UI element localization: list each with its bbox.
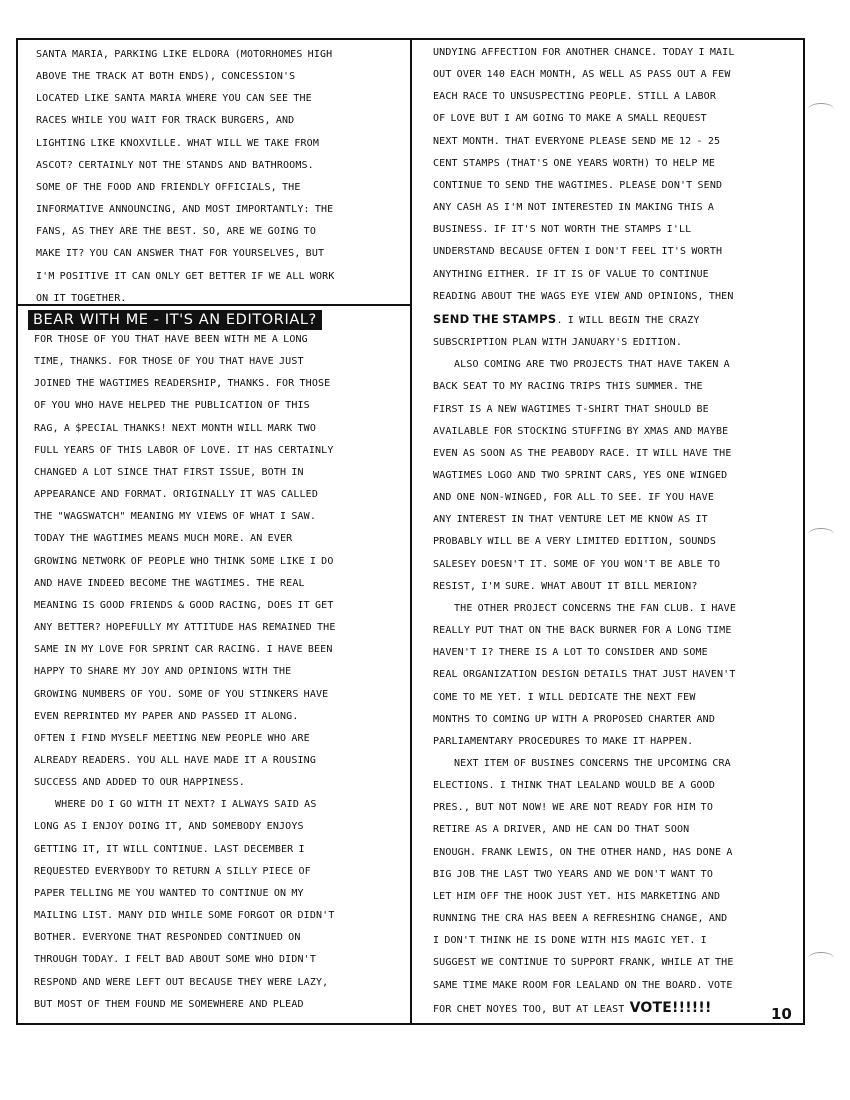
text-line xyxy=(433,308,736,332)
text-line: BACK SEAT TO MY RACING TRIPS THIS SUMMER. THE xyxy=(433,381,703,393)
text-line: ON IT TOGETHER. xyxy=(36,292,127,304)
text-line: CONTINUE TO SEND THE WAGTIMES. PLEASE DON'T SEND xyxy=(433,179,723,191)
text-line: UNDERSTAND BECAUSE OFTEN I DON'T FEEL IT'S WORTH xyxy=(433,246,723,258)
text-line: GROWING NUMBERS OF YOU. SOME OF YOU STINKERS HAVE xyxy=(34,688,329,700)
text-line: LOCATED LIKE SANTA MARIA WHERE YOU CAN SEE THE xyxy=(36,93,312,105)
text-line: JOINED THE WAGTIMES READERSHIP, THANKS. FOR THOSE xyxy=(34,378,331,390)
text-line: SUBSCRIPTION PLAN WITH JANUARY'S EDITION. xyxy=(433,337,682,349)
text-line: ASCOT? CERTAINLY NOT THE STANDS AND BATHROOMS. xyxy=(36,159,314,171)
text-line: PRES., BUT NOT NOW! WE ARE NOT READY FOR HIM TO xyxy=(433,802,714,814)
text-line: EVEN AS SOON AS THE PEABODY RACE. IT WILL HAVE THE xyxy=(433,447,732,459)
text-line-content: FOR CHET NOYES TOO, BUT AT LEAST xyxy=(433,1003,625,1015)
text-line: LET HIM OFF THE HOOK JUST YET. HIS MARKETING AND xyxy=(433,890,721,902)
text-line: HAVEN'T I? THERE IS A LOT TO CONSIDER AND SOME xyxy=(433,647,708,659)
text-line: FULL YEARS OF THIS LABOR OF LOVE. IT HAS CERTAINLY xyxy=(34,444,334,456)
editorial-heading: BEAR WITH ME - IT'S AN EDITORIAL? xyxy=(28,310,322,330)
text-line: RETIRE AS A DRIVER, AND HE CAN DO THAT SOON xyxy=(433,824,690,836)
text-line: FIRST IS A NEW WAGTIMES T-SHIRT THAT SHOULD BE xyxy=(433,403,709,415)
text-line: RESIST, I'M SURE. WHAT ABOUT IT BILL MERION? xyxy=(433,580,698,592)
text-line: HAPPY TO SHARE MY JOY AND OPINIONS WITH THE xyxy=(34,666,292,678)
text-line: GETTING IT, IT WILL CONTINUE. LAST DECEMBER I xyxy=(34,843,305,855)
text-line: THROUGH TODAY. I FELT BAD ABOUT SOME WHO DIDN'T xyxy=(34,954,317,966)
text-line-content: WHERE DO I GO WITH IT NEXT? I ALWAYS SAID AS xyxy=(55,799,317,811)
text-line xyxy=(433,598,736,620)
text-line: SAME TIME MAKE ROOM FOR LEALAND ON THE BOARD. VOTE xyxy=(433,979,733,991)
text-line: OF LOVE BUT I AM GOING TO MAKE A SMALL REQUEST xyxy=(433,113,707,125)
text-line: ELECTIONS. I THINK THAT LEALAND WOULD BE A GOOD xyxy=(433,780,716,792)
text-line: READING ABOUT THE WAGS EYE VIEW AND OPINIONS, THEN xyxy=(433,290,734,302)
text-line: BUSINESS. IF IT'S NOT WORTH THE STAMPS I'LL xyxy=(433,224,692,236)
text-line: UNDYING AFFECTION FOR ANOTHER CHANCE. TODAY I MAIL xyxy=(433,47,735,58)
text-line-content: . I WILL BEGIN THE CRAZY xyxy=(556,314,700,326)
text-line: INFORMATIVE ANNOUNCING, AND MOST IMPORTANTLY: THE xyxy=(36,204,334,216)
text-line: AND ONE NON-WINGED, FOR ALL TO SEE. IF YOU HAVE xyxy=(433,492,715,504)
text-line: CENT STAMPS (THAT'S ONE YEARS WORTH) TO HELP ME xyxy=(433,157,716,169)
text-line: ABOVE THE TRACK AT BOTH ENDS), CONCESSION'S xyxy=(36,71,296,83)
text-line: PROBABLY WILL BE A VERY LIMITED EDITION, SOUNDS xyxy=(433,536,717,548)
text-line: FANS, AS THEY ARE THE BEST. SO, ARE WE GOING TO xyxy=(36,226,317,238)
text-line xyxy=(433,753,736,775)
text-line: LONG AS I ENJOY DOING IT, AND SOMEBODY ENJOYS xyxy=(34,821,304,833)
text-line: PARLIAMENTARY PROCEDURES TO MAKE IT HAPPEN. xyxy=(433,735,694,747)
text-line: BIG JOB THE LAST TWO YEARS AND WE DON'T WANT TO xyxy=(433,868,714,880)
page-number: 10 xyxy=(771,1005,792,1023)
text-line: TODAY THE WAGTIMES MEANS MUCH MORE. AN EVER xyxy=(34,533,293,545)
text-line: SALESEY DOESN'T IT. SOME OF YOU WON'T BE ABLE TO xyxy=(433,558,721,570)
text-line: RACES WHILE YOU WAIT FOR TRACK BURGERS, AND xyxy=(36,115,295,127)
text-line xyxy=(34,794,336,816)
text-line: FOR THOSE OF YOU THAT HAVE BEEN WITH ME A LONG xyxy=(34,334,308,345)
text-line xyxy=(433,354,736,376)
text-line-content: NEXT ITEM OF BUSINES CONCERNS THE UPCOMING CRA xyxy=(454,758,731,769)
binding-mark xyxy=(808,952,834,965)
text-line: MAKE IT? YOU CAN ANSWER THAT FOR YOURSELVES, BUT xyxy=(36,248,325,260)
text-line: I'M POSITIVE IT CAN ONLY GET BETTER IF WE ALL WORK xyxy=(36,270,335,282)
text-line: PAPER TELLING ME YOU WANTED TO CONTINUE ON MY xyxy=(34,887,304,899)
text-line: OF YOU WHO HAVE HELPED THE PUBLICATION OF THIS xyxy=(34,400,310,412)
binding-mark xyxy=(808,103,834,116)
text-line: OFTEN I FIND MYSELF MEETING NEW PEOPLE WHO ARE xyxy=(34,732,310,744)
column-divider xyxy=(410,38,412,1025)
vote-emphasis: VOTE!!!!!! xyxy=(629,999,712,1016)
text-line: EACH RACE TO UNSUSPECTING PEOPLE. STILL A LABOR xyxy=(433,91,717,103)
text-line: ANYTHING EITHER. IF IT IS OF VALUE TO CONTINUE xyxy=(433,268,709,280)
text-line: ALREADY READERS. YOU ALL HAVE MADE IT A ROUSING xyxy=(34,754,317,766)
text-line: BOTHER. EVERYONE THAT RESPONDED CONTINUED ON xyxy=(34,932,301,944)
text-line: SUGGEST WE CONTINUE TO SUPPORT FRANK, WHILE AT THE xyxy=(433,957,734,969)
text-line: MAILING LIST. MANY DID WHILE SOME FORGOT OR DIDN'T xyxy=(34,910,335,922)
text-line: ANY BETTER? HOPEFULLY MY ATTITUDE HAS REMAINED THE xyxy=(34,622,336,634)
send-stamps-emphasis: SEND THE STAMPS xyxy=(433,311,557,326)
text-line: RUNNING THE CRA HAS BEEN A REFRESHING CHANGE, AND xyxy=(433,913,728,925)
text-line: AND HAVE INDEED BECOME THE WAGTIMES. THE REAL xyxy=(34,577,305,589)
text-line: APPEARANCE AND FORMAT. ORIGINALLY IT WAS CALLED xyxy=(34,489,319,501)
text-line: AVAILABLE FOR STOCKING STUFFING BY XMAS AND MAYBE xyxy=(433,425,729,437)
text-line: THE "WAGSWATCH" MEANING MY VIEWS OF WHAT I SAW. xyxy=(34,511,317,523)
text-line: GROWING NETWORK OF PEOPLE WHO THINK SOME LIKE I DO xyxy=(34,555,334,567)
text-line: MEANING IS GOOD FRIENDS & GOOD RACING, DOES IT GET xyxy=(34,599,334,611)
binding-mark xyxy=(808,528,834,541)
text-line: REAL ORGANIZATION DESIGN DETAILS THAT JUST HAVEN'T xyxy=(433,669,736,681)
text-line: WAGTIMES LOGO AND TWO SPRINT CARS, YES ONE WINGED xyxy=(433,469,728,481)
text-line: EVEN REPRINTED MY PAPER AND PASSED IT ALONG. xyxy=(34,710,299,722)
text-line: NEXT MONTH. THAT EVERYONE PLEASE SEND ME 12 - 25 xyxy=(433,135,721,147)
text-line: BUT MOST OF THEM FOUND ME SOMEWHERE AND PLEAD xyxy=(34,998,304,1010)
text-line: RESPOND AND WERE LEFT OUT BECAUSE THEY WERE LAZY, xyxy=(34,976,329,988)
text-line: OUT OVER 140 EACH MONTH, AS WELL AS PASS OUT A FEW xyxy=(433,69,731,81)
text-line: ANY CASH AS I'M NOT INTERESTED IN MAKING THIS A xyxy=(433,202,715,214)
text-line: LIGHTING LIKE KNOXVILLE. WHAT WILL WE TAKE FROM xyxy=(36,137,320,149)
left-column-editorial-text xyxy=(34,329,336,1016)
text-line: RAG, A $PECIAL THANKS! NEXT MONTH WILL MARK TWO xyxy=(34,422,317,434)
right-column-text xyxy=(433,42,736,1021)
text-line: ENOUGH. FRANK LEWIS, ON THE OTHER HAND, HAS DONE A xyxy=(433,846,733,858)
text-line xyxy=(433,997,736,1021)
text-line: SUCCESS AND ADDED TO OUR HAPPINESS. xyxy=(34,777,245,789)
text-line: MONTHS TO COMING UP WITH A PROPOSED CHARTER AND xyxy=(433,713,716,725)
text-line: SAME IN MY LOVE FOR SPRINT CAR RACING. I HAVE BEEN xyxy=(34,644,333,656)
text-line: TIME, THANKS. FOR THOSE OF YOU THAT HAVE JUST xyxy=(34,356,304,368)
text-line: REQUESTED EVERYBODY TO RETURN A SILLY PIECE OF xyxy=(34,865,311,877)
text-line: SOME OF THE FOOD AND FRIENDLY OFFICIALS, THE xyxy=(36,181,301,193)
text-line-content: THE OTHER PROJECT CONCERNS THE FAN CLUB. I HAVE xyxy=(454,602,737,614)
left-column-top-text xyxy=(36,44,335,310)
text-line: ANY INTEREST IN THAT VENTURE LET ME KNOW AS IT xyxy=(433,514,708,526)
text-line: I DON'T THINK HE IS DONE WITH HIS MAGIC YET. I xyxy=(433,935,707,947)
text-line: COME TO ME YET. I WILL DEDICATE THE NEXT FEW xyxy=(433,691,696,703)
text-line-content: ALSO COMING ARE TWO PROJECTS THAT HAVE TAKEN A xyxy=(454,359,730,371)
text-line: SANTA MARIA, PARKING LIKE ELDORA (MOTORHOMES HIGH xyxy=(36,49,333,60)
text-line: REALLY PUT THAT ON THE BACK BURNER FOR A LONG TIME xyxy=(433,625,732,637)
text-line: CHANGED A LOT SINCE THAT FIRST ISSUE, BOTH IN xyxy=(34,466,304,478)
